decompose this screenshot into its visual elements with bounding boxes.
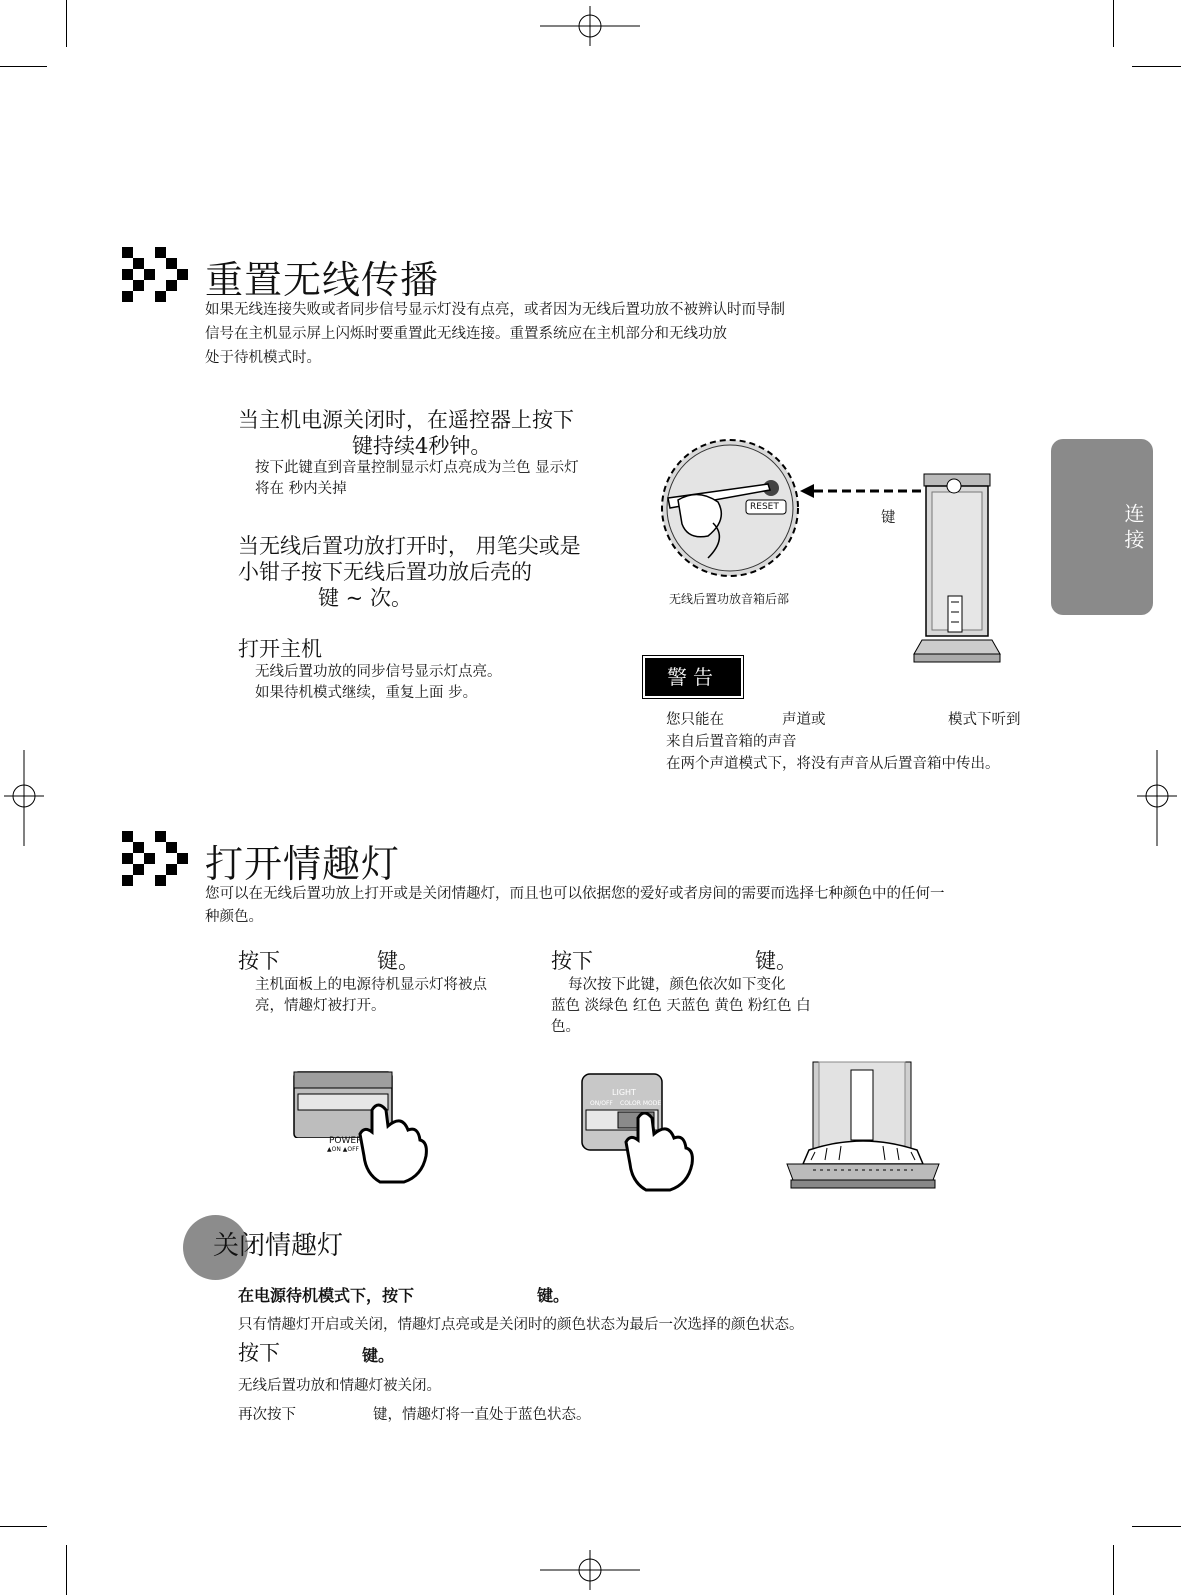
- crop-mark: [1113, 0, 1114, 47]
- step1-line: 当主机电源关闭时，在遥控器上按下: [238, 408, 574, 432]
- left-note: 亮，情趣灯被打开。: [255, 998, 386, 1014]
- instruction-line: 键。: [537, 1286, 570, 1305]
- step3-line: 打开主机: [238, 637, 322, 661]
- registration-line-bottom: [540, 1569, 640, 1571]
- key-label: 键。: [755, 949, 797, 973]
- registration-line-top: [540, 25, 640, 27]
- reset-button-illustration: [658, 428, 808, 583]
- instruction-line: 无线后置功放和情趣灯被关闭。: [238, 1378, 441, 1394]
- section-title-reset: 重置无线传播: [205, 258, 440, 302]
- warning-text: 声道或: [782, 712, 826, 728]
- chapter-side-tab[interactable]: [1051, 439, 1153, 615]
- section-intro-line: 您可以在无线后置功放上打开或是关闭情趣灯，而且也可以依据您的爱好或者房间的需要而选择七种颜色中的任何一: [205, 886, 945, 902]
- chapter-side-tab-label: 连接: [1121, 503, 1145, 555]
- section-title-mood-light: 打开情趣灯: [205, 842, 401, 886]
- right-note: 每次按下此键，颜色依次如下变化: [568, 977, 786, 993]
- light-label: LIGHT: [612, 1088, 636, 1097]
- rear-speaker-illustration: [910, 470, 1002, 666]
- instruction-line: 在电源待机模式下，按下: [238, 1286, 415, 1305]
- step1-line: 键持续4秒钟。: [352, 434, 492, 458]
- instruction-line: 再次按下: [238, 1407, 296, 1423]
- section-intro-line: 处于待机模式时。: [205, 350, 321, 366]
- section-intro-line: 种颜色。: [205, 909, 263, 925]
- registration-line-right: [1156, 750, 1158, 846]
- section-intro-line: 信号在主机显示屏上闪烁时要重置此无线连接。重置系统应在主机部分和无线功放: [205, 326, 727, 342]
- instruction-line: 键，情趣灯将一直处于蓝色状态。: [373, 1407, 591, 1423]
- power-button-illustration: [292, 1070, 432, 1185]
- power-label: POWER: [329, 1136, 363, 1146]
- section-bullet-icon: [122, 247, 188, 303]
- key-label: 键: [881, 510, 896, 526]
- step3-note: 如果待机模式继续，重复上面 步。: [255, 685, 478, 701]
- press-label: 按下: [551, 949, 593, 973]
- crop-mark: [66, 1545, 67, 1595]
- color-sequence: 蓝色 淡绿色 红色 天蓝色 黄色 粉红色 白: [551, 998, 811, 1014]
- light-onoff-label: ON/OFF: [590, 1100, 613, 1107]
- warning-text: 模式下听到: [948, 712, 1021, 728]
- key-label: 键。: [362, 1346, 395, 1365]
- step2-line: 小钳子按下无线后置功放后壳的: [238, 560, 532, 584]
- crop-mark: [1132, 66, 1181, 67]
- light-button-illustration: [580, 1070, 705, 1195]
- figure-caption: 无线后置功放音箱后部: [669, 592, 790, 606]
- reset-label: RESET: [750, 502, 779, 512]
- warning-text: 来自后置音箱的声音: [666, 734, 797, 750]
- step3-note: 无线后置功放的同步信号显示灯点亮。: [255, 664, 502, 680]
- light-mode-label: COLOR MODE: [620, 1100, 662, 1107]
- section-intro-line: 如果无线连接失败或者同步信号显示灯没有点亮，或者因为无线后置功放不被辨认时而导制: [205, 302, 785, 318]
- crop-mark: [66, 0, 67, 47]
- power-sublabel: ▲ON ▲OFF: [327, 1146, 359, 1153]
- crop-mark: [0, 1526, 47, 1527]
- warning-text: 您只能在: [666, 712, 724, 728]
- crop-mark: [0, 66, 47, 67]
- section-title-close-light: 关闭情趣灯: [213, 1231, 344, 1261]
- speaker-base-light-illustration: [783, 1060, 943, 1195]
- step1-note: 将在 秒内关掉: [255, 481, 347, 497]
- crop-mark: [1132, 1526, 1181, 1527]
- section-bullet-icon: [122, 831, 188, 887]
- left-note: 主机面板上的电源待机显示灯将被点: [255, 977, 487, 993]
- warning-badge: 警告: [643, 656, 743, 698]
- step1-note: 按下此键直到音量控制显示灯点亮成为兰色 显示灯: [255, 460, 579, 476]
- step2-line: 当无线后置功放打开时， 用笔尖或是: [238, 534, 581, 558]
- registration-line-left: [23, 750, 25, 846]
- press-label: 按下: [238, 1341, 280, 1365]
- key-label: 键。: [377, 949, 419, 973]
- warning-text: 在两个声道模式下，将没有声音从后置音箱中传出。: [666, 756, 1000, 772]
- press-label: 按下: [238, 949, 280, 973]
- step2-line: 键 ~ 次。: [318, 586, 412, 610]
- color-sequence-end: 色。: [551, 1019, 580, 1035]
- instruction-line: 只有情趣灯开启或关闭，情趣灯点亮或是关闭时的颜色状态为最后一次选择的颜色状态。: [238, 1317, 804, 1333]
- crop-mark: [1113, 1545, 1114, 1595]
